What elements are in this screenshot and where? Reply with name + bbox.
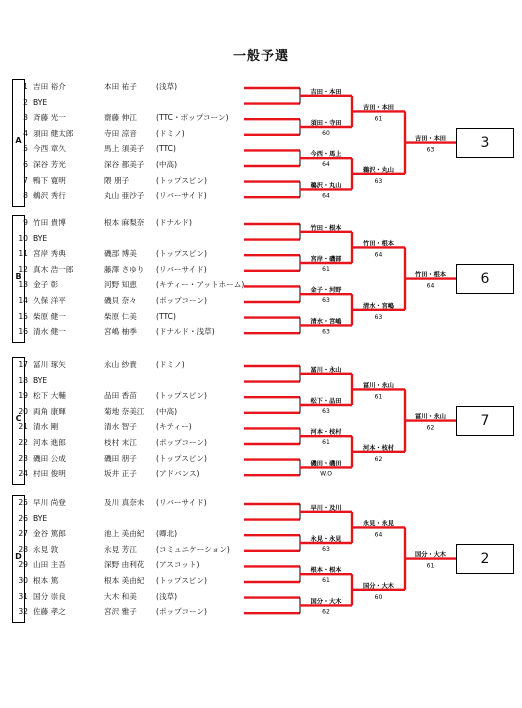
round1-winner: 河本・枝村 <box>310 429 342 437</box>
entry-number: 2 <box>23 97 28 107</box>
partner-name: 深野 由利花 <box>104 560 145 570</box>
club-name: (ポップコーン) <box>156 296 207 305</box>
entry-number: 14 <box>18 296 28 305</box>
entry-number: 10 <box>18 233 28 243</box>
entry-number: 24 <box>18 469 28 479</box>
player-name: 今西 章久 <box>33 144 66 154</box>
player-name: 柴原 健一 <box>33 311 66 321</box>
partner-name: 藤澤 さゆり <box>104 264 145 274</box>
round1-score: 63 <box>322 328 330 336</box>
round3-winner: 吉田・本田 <box>415 135 446 143</box>
round2-winner: 永見・永見 <box>363 520 394 528</box>
player-name: 国分 崇良 <box>33 591 66 601</box>
round3-winner: 国分・大木 <box>415 551 446 559</box>
round1-score: 61 <box>322 439 330 447</box>
round3-score: 63 <box>426 146 435 154</box>
club-name: (リバーサイド) <box>156 498 207 507</box>
partner-name: 柴原 仁美 <box>104 311 137 321</box>
partner-name: 隈 朋子 <box>104 175 130 185</box>
round2-score: 64 <box>374 531 383 539</box>
round1-winner: 今西・馬上 <box>310 151 342 159</box>
round2-winner: 竹田・根本 <box>363 240 394 248</box>
partner-name: 永山 紗貴 <box>104 360 137 369</box>
partner-name: 根本 美由紀 <box>104 576 145 585</box>
club-name: (コミュニケーション) <box>156 544 230 554</box>
round1-score: 60 <box>322 130 330 137</box>
player-name: 宮岸 秀典 <box>33 249 66 259</box>
partner-name: 品田 香苗 <box>104 391 137 401</box>
round2-winner: 河本・枝村 <box>363 444 394 452</box>
entry-number: 12 <box>18 264 28 274</box>
club-name: (リバーサイド) <box>156 191 207 201</box>
player-name: 清水 健一 <box>33 327 66 337</box>
round2-score: 61 <box>374 393 383 401</box>
club-name: (ポップコーン) <box>156 607 207 617</box>
round2-winner: 鵜沢・丸山 <box>363 166 394 174</box>
round2-winner: 清水・宮嶋 <box>363 302 394 310</box>
round1-winner: 吉田・本田 <box>310 88 342 96</box>
round3-winner: 竹田・根本 <box>415 271 446 279</box>
round2-score: 64 <box>374 251 383 259</box>
round1-score: 61 <box>322 577 330 585</box>
player-name: 金谷 篤郎 <box>33 529 66 539</box>
player-name: 松下 大輔 <box>33 391 66 401</box>
club-name: (トップスピン) <box>156 175 207 185</box>
round1-winner: 鵜沢・丸山 <box>310 182 342 190</box>
club-name: (トップスピン) <box>156 391 207 401</box>
partner-name: 磯貝 奈々 <box>104 296 137 305</box>
partner-name: 永見 芳江 <box>104 544 137 554</box>
club-name: (トップスピン) <box>156 453 207 463</box>
club-name: (浅草) <box>156 591 178 601</box>
group-label: C <box>15 414 22 424</box>
entry-number: 21 <box>18 422 28 432</box>
club-name: (ポップコーン) <box>156 438 207 447</box>
player-name: 鵜沢 秀行 <box>33 191 66 201</box>
round1-score: 64 <box>322 161 330 169</box>
group-label: D <box>15 552 22 562</box>
round2-winner: 吉田・本田 <box>363 104 394 112</box>
round1-score: 63 <box>322 297 330 305</box>
player-name: 吉田 裕介 <box>33 82 66 91</box>
player-name: 永見 敦 <box>33 544 59 554</box>
player-name: 村田 俊明 <box>33 469 66 479</box>
entry-number: 23 <box>18 453 28 463</box>
entry-number: 19 <box>18 391 28 401</box>
round1-winner: 国分・大木 <box>310 598 342 606</box>
group-result-box: 7 <box>456 406 514 436</box>
entry-number: 25 <box>18 498 28 507</box>
round2-score: 63 <box>374 313 383 321</box>
player-name: BYE <box>33 375 48 385</box>
club-name: (アドバンス) <box>156 469 200 479</box>
partner-name: 清水 智子 <box>104 422 137 432</box>
partner-name: 菊地 奈美江 <box>104 406 145 416</box>
player-name: 佐藤 孝之 <box>33 607 66 617</box>
entry-number: 32 <box>18 607 28 617</box>
club-name: (トップスピン) <box>156 576 207 585</box>
club-name: (アスコット) <box>156 560 200 570</box>
entry-number: 8 <box>23 191 28 201</box>
club-name: (TTC) <box>156 311 176 321</box>
player-name: 真木 浩一郎 <box>33 264 74 274</box>
entry-number: 5 <box>23 144 28 154</box>
round1-winner: 清水・宮嶋 <box>310 318 342 326</box>
club-name: (キティー・アットホーム) <box>156 280 245 290</box>
partner-name: 宮嶋 柚季 <box>104 327 137 337</box>
round3-score: 61 <box>426 562 435 570</box>
player-name: 山田 主吾 <box>33 560 66 570</box>
entry-number: 31 <box>18 591 28 601</box>
player-name: 鴨下 寛明 <box>33 175 66 185</box>
entry-number: 6 <box>23 160 28 169</box>
entry-number: 17 <box>18 360 28 369</box>
round1-winner: 竹田・根本 <box>310 224 342 232</box>
entry-number: 3 <box>23 113 28 123</box>
group-result-box: 6 <box>456 264 514 294</box>
partner-name: 枝村 末江 <box>104 438 137 447</box>
round1-score: W.O <box>320 470 332 478</box>
group-result-box: 3 <box>456 128 514 158</box>
round2-score: 62 <box>374 455 383 463</box>
partner-name: 根本 麻梨奈 <box>104 218 145 227</box>
entry-number: 29 <box>18 560 28 570</box>
player-name: 久保 洋平 <box>33 296 66 305</box>
club-name: (ドミノ) <box>156 128 185 138</box>
entry-number: 22 <box>18 438 28 447</box>
round2-score: 60 <box>374 593 383 601</box>
partner-name: 磯部 博美 <box>104 249 137 259</box>
entry-number: 15 <box>18 311 28 321</box>
club-name: (浅草) <box>156 82 178 91</box>
club-name: (卿北) <box>156 529 178 539</box>
player-name: 磯田 公成 <box>33 453 66 463</box>
round1-score: 63 <box>322 408 330 415</box>
page-title: 一般予選 <box>232 49 289 64</box>
player-name: 早川 尚登 <box>33 498 66 507</box>
partner-name: 深谷 都美子 <box>104 160 145 169</box>
club-name: (TTC・ポップコーン) <box>156 113 229 123</box>
partner-name: 丸山 亜沙子 <box>104 191 145 201</box>
player-name: 深谷 芳光 <box>33 160 66 169</box>
entry-number: 30 <box>18 576 28 585</box>
round1-score: 64 <box>322 192 330 200</box>
round1-score: 63 <box>322 546 330 553</box>
entry-number: 27 <box>18 529 28 539</box>
round2-winner: 冨川・永山 <box>363 382 394 390</box>
club-name: (中高) <box>156 160 178 169</box>
group-result-box: 2 <box>456 544 514 574</box>
player-name: BYE <box>33 513 48 523</box>
round1-winner: 早川・及川 <box>310 504 342 512</box>
round1-winner: 冨川・永山 <box>310 366 342 374</box>
entry-number: 4 <box>23 128 28 138</box>
club-name: (TTC) <box>156 144 176 154</box>
round2-score: 61 <box>374 115 383 123</box>
group-label: A <box>15 136 22 146</box>
club-name: (リバーサイド) <box>156 264 207 274</box>
partner-name: 寺田 涼音 <box>104 128 137 138</box>
entry-number: 7 <box>23 175 28 185</box>
entry-number: 28 <box>18 544 28 554</box>
player-name: 竹田 貴博 <box>33 218 66 227</box>
entry-number: 13 <box>18 280 28 290</box>
player-name: 斉藤 光一 <box>33 113 66 123</box>
partner-name: 本田 祐子 <box>104 82 137 91</box>
partner-name: 河野 知恵 <box>104 280 137 290</box>
partner-name: 馬上 須美子 <box>104 144 145 154</box>
player-name: 冨川 琢矢 <box>33 360 66 369</box>
round1-score: 62 <box>322 608 330 616</box>
entry-number: 20 <box>18 406 28 416</box>
entry-number: 11 <box>18 249 28 259</box>
entry-number: 9 <box>23 218 28 227</box>
round3-score: 62 <box>426 424 435 432</box>
player-name: 根本 篤 <box>33 576 59 585</box>
club-name: (ドミノ) <box>156 360 185 369</box>
club-name: (中高) <box>156 406 178 416</box>
partner-name: 宮沢 雅子 <box>104 607 137 617</box>
club-name: (キティー) <box>156 422 192 432</box>
player-name: 須田 健太郎 <box>33 128 74 138</box>
player-name: 河本 進郎 <box>33 438 66 447</box>
entry-number: 18 <box>18 375 28 385</box>
round2-winner: 国分・大木 <box>363 582 394 590</box>
round3-winner: 冨川・永山 <box>415 413 446 421</box>
partner-name: 大木 和美 <box>104 591 137 601</box>
club-name: (ドナルド・浅草) <box>156 327 215 337</box>
player-name: 清水 剛 <box>33 422 59 432</box>
player-name: 両角 康輝 <box>33 406 66 416</box>
round1-winner: 宮岸・磯部 <box>310 256 342 263</box>
club-name: (ドナルド) <box>156 218 192 227</box>
player-name: BYE <box>33 233 48 243</box>
round1-winner: 金子・河野 <box>310 287 342 295</box>
partner-name: 齋藤 伸江 <box>104 113 137 123</box>
player-name: BYE <box>33 97 48 107</box>
round2-score: 63 <box>374 177 383 185</box>
partner-name: 及川 真奈未 <box>104 498 145 507</box>
round3-score: 64 <box>426 282 435 290</box>
partner-name: 池上 美由紀 <box>104 529 145 539</box>
round1-winner: 永見・永見 <box>310 536 342 543</box>
entry-number: 1 <box>23 82 28 91</box>
entry-number: 16 <box>18 327 28 337</box>
round1-score: 61 <box>322 266 330 273</box>
partner-name: 坂井 正子 <box>104 469 137 479</box>
round1-winner: 松下・品田 <box>310 398 342 405</box>
round1-winner: 磯田・磯田 <box>310 460 342 468</box>
player-name: 金子 彰 <box>33 280 59 290</box>
group-label: B <box>15 272 22 282</box>
club-name: (トップスピン) <box>156 249 207 259</box>
entry-number: 26 <box>18 513 28 523</box>
round1-winner: 根本・根本 <box>310 567 342 575</box>
partner-name: 磯田 朋子 <box>104 453 137 463</box>
round1-winner: 須田・寺田 <box>310 120 342 127</box>
